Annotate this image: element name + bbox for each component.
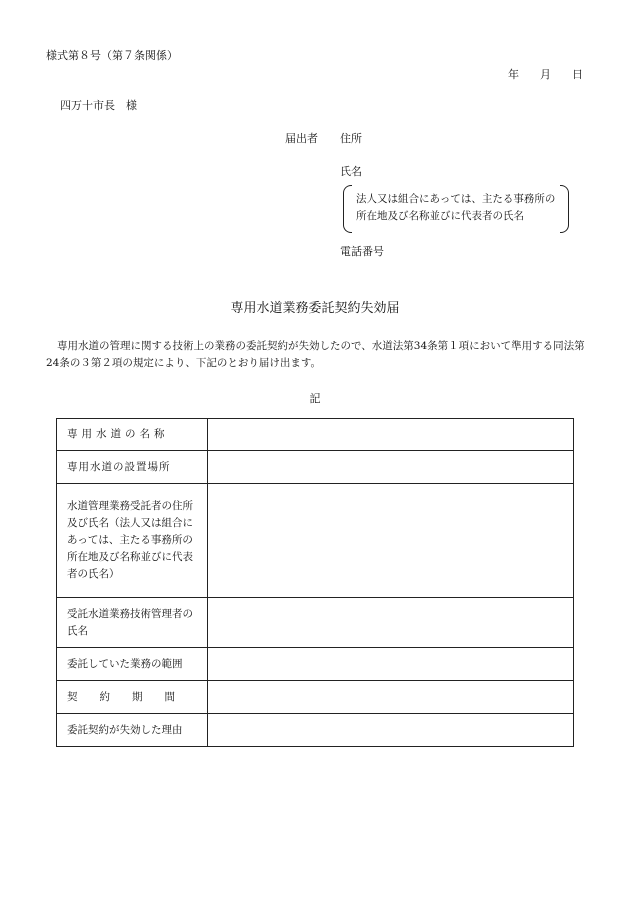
corp-note-line1: 法人又は組合にあっては、主たる事務所の	[356, 193, 556, 205]
row-label-reason: 委託契約が失効した理由	[57, 714, 208, 747]
row-label-contractor: 水道管理業務受託者の住所及び氏名（法人又は組合にあっては、主たる事務所の所在地及び名称並びに代表者の氏名）	[57, 484, 208, 598]
row-value-reason[interactable]	[208, 714, 574, 747]
name-label: 氏名	[340, 165, 362, 178]
row-label-facility-name: 専用水道の名称	[57, 419, 208, 451]
notifier-label: 届出者	[285, 132, 318, 145]
date-line	[508, 66, 583, 82]
details-table	[56, 418, 574, 747]
row-value-contractor[interactable]	[208, 484, 574, 598]
row-value-facility-name[interactable]	[208, 419, 574, 451]
row-label-tech-manager: 受託水道業務技術管理者の氏名	[57, 598, 208, 648]
bracket-left	[343, 185, 352, 233]
table-row	[57, 419, 574, 451]
bracket-right	[560, 185, 569, 233]
corp-note	[343, 185, 569, 231]
ki-label: 記	[309, 392, 321, 405]
date-month: 月	[540, 68, 551, 81]
table-row	[57, 714, 574, 747]
table-row	[57, 648, 574, 681]
table-row	[57, 681, 574, 714]
body-text: 専用水道の管理に関する技術上の業務の委託契約が失効したので、水道法第34条第１項において準用する同法第24条の３第２項の規定により、下記のとおり届け出ます。	[46, 340, 585, 369]
addressee: 四万十市長 様	[60, 99, 137, 112]
row-label-scope: 委託していた業務の範囲	[57, 648, 208, 681]
document-title: 専用水道業務委託契約失効届	[230, 301, 400, 316]
table-row	[57, 598, 574, 648]
row-label-location: 専用水道の設置場所	[57, 451, 208, 484]
corp-note-text	[356, 191, 566, 225]
form-number: 様式第８号（第７条関係）	[46, 49, 178, 62]
table-row	[57, 451, 574, 484]
row-label-period: 契約期間	[57, 681, 208, 714]
date-year: 年	[508, 68, 519, 81]
row-value-period[interactable]	[208, 681, 574, 714]
corp-note-line2: 所在地及び名称並びに代表者の氏名	[356, 210, 524, 222]
row-value-location[interactable]	[208, 451, 574, 484]
row-value-scope[interactable]	[208, 648, 574, 681]
date-day: 日	[572, 68, 583, 81]
row-value-tech-manager[interactable]	[208, 598, 574, 648]
table-row	[57, 484, 574, 598]
address-label: 住所	[340, 132, 362, 145]
phone-label: 電話番号	[340, 245, 384, 258]
